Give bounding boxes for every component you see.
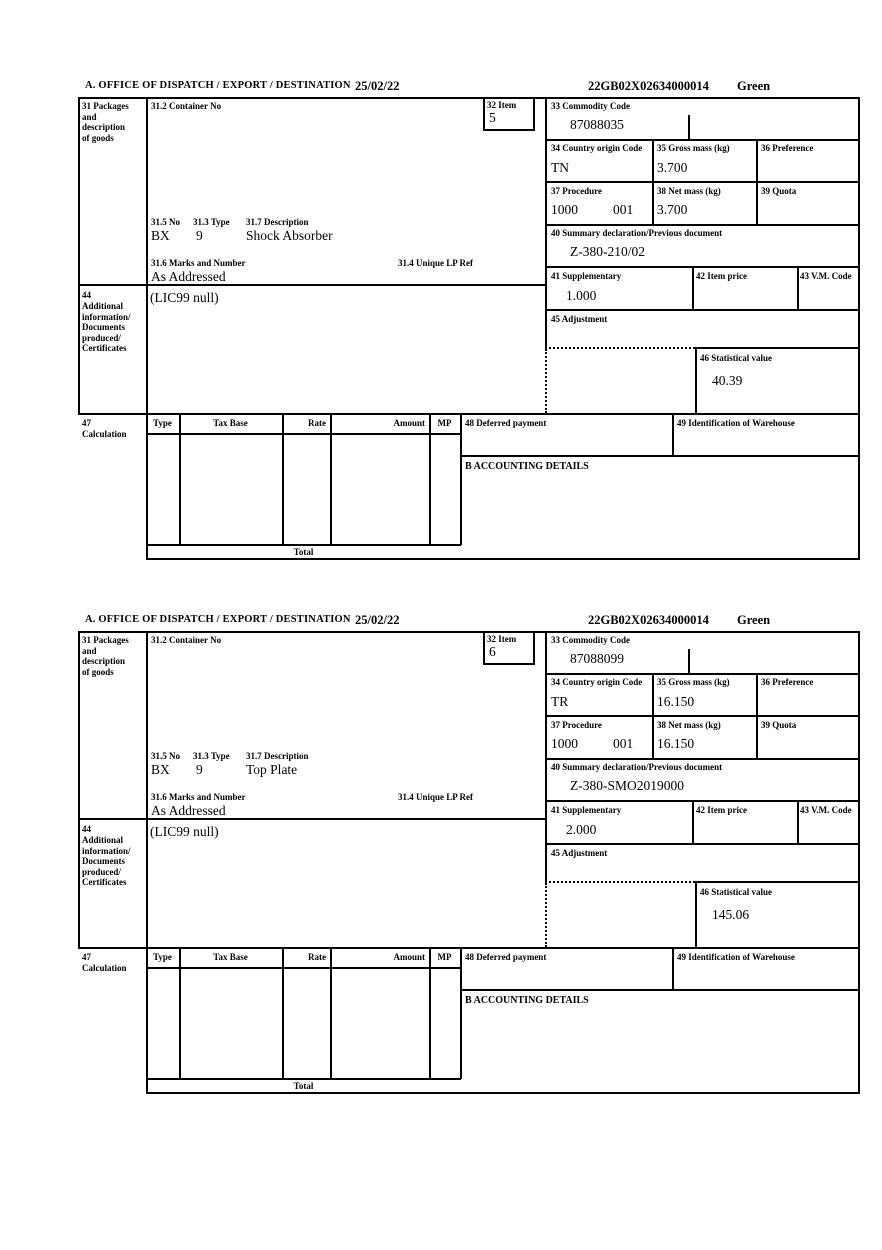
grid-line [282,413,284,545]
country-origin-value: TN [551,160,569,175]
grid-line [533,97,535,130]
unique-lp-ref-label: 31.4 Unique LP Ref [398,258,474,268]
additional-info-number: 44 [82,290,91,300]
summary-declaration-value: Z-380-210/02 [570,244,645,259]
supplementary-value: 2.000 [566,822,597,837]
grid-line [672,947,674,990]
grid-line [429,413,431,545]
package-type-value: 9 [196,228,203,243]
procedure-label: 37 Procedure [551,720,602,730]
procedure-supplement-value: 001 [613,202,634,217]
quota-label: 39 Quota [761,720,797,730]
grid-line [483,97,485,130]
grid-line [146,558,860,560]
tax-rate-header: Rate [308,418,326,428]
statistical-value-label: 46 Statistical value [700,887,772,897]
grid-line [146,967,461,969]
grid-line [146,433,461,435]
vm-code-label: 43 V.M. Code [800,271,852,281]
description-value: Shock Absorber [246,228,333,243]
deferred-payment-label: 48 Deferred payment [465,952,547,962]
country-origin-value: TR [551,694,569,709]
grid-line [483,663,535,665]
tax-base-header: Tax Base [213,952,248,962]
grid-line [545,181,858,183]
routing-status: Green [737,79,771,93]
grid-line [78,97,80,415]
calculation-label: 47 Calculation [82,418,127,439]
grid-line [460,989,858,991]
accounting-details-label: B ACCOUNTING DETAILS [465,461,589,472]
package-type-label: 31.3 Type [193,751,230,761]
additional-info-label: Additional information/ Documents produced/ Certificates [82,301,131,354]
tax-amount-header: Amount [393,952,425,962]
tax-total-label: Total [293,1081,314,1091]
grid-line [545,224,858,226]
grid-line [545,631,547,883]
grid-line [652,139,654,225]
grid-line [858,97,860,560]
procedure-supplement-value: 001 [613,736,634,751]
grid-line [179,947,181,1079]
warehouse-id-label: 49 Identification of Warehouse [677,418,795,428]
dotted-grid-line [545,881,695,883]
grid-line [695,881,697,948]
grid-line [460,947,462,1079]
deferred-payment-label: 48 Deferred payment [465,418,547,428]
package-type-value: 9 [196,762,203,777]
supplementary-value: 1.000 [566,288,597,303]
item-price-label: 42 Item price [696,271,747,281]
commodity-code-label: 33 Commodity Code [551,635,630,645]
grid-line [146,97,148,560]
warehouse-id-label: 49 Identification of Warehouse [677,952,795,962]
adjustment-label: 45 Adjustment [551,848,608,858]
tax-base-header: Tax Base [213,418,248,428]
tax-total-label: Total [293,547,314,557]
net-mass-value: 16.150 [657,736,695,751]
declaration-reference: 22GB02X02634000014 [588,79,709,93]
packages-description-label: 31 Packages and description of goods [82,101,129,143]
procedure-value: 1000 [551,736,578,751]
tax-type-header: Type [153,418,172,428]
commodity-code-value: 87088035 [570,117,624,132]
grid-line [695,347,858,349]
supplementary-label: 41 Supplementary [551,805,622,815]
declaration-reference: 22GB02X02634000014 [588,613,709,627]
statistical-value: 145.06 [712,907,750,922]
grid-line [78,97,860,99]
grid-line [78,284,547,286]
routing-status: Green [737,613,771,627]
net-mass-value: 3.700 [657,202,688,217]
grid-line [545,139,858,141]
commodity-code-value: 87088099 [570,651,624,666]
grid-line [692,800,694,844]
customs-item-section [0,78,882,578]
marks-number-label: 31.6 Marks and Number [151,258,246,268]
dispatch-date: 25/02/22 [355,79,400,93]
gross-mass-label: 35 Gross mass (kg) [657,143,730,153]
grid-line [545,266,858,268]
dotted-grid-line [545,349,547,413]
summary-declaration-label: 40 Summary declaration/Previous document [551,762,723,772]
calculation-label: 47 Calculation [82,952,127,973]
package-no-label: 31.5 No [151,751,180,761]
item-label: 32 Item [487,634,517,644]
grid-line [695,347,697,414]
grid-line [146,1078,461,1080]
grid-line [78,818,547,820]
tax-type-header: Type [153,952,172,962]
grid-line [460,413,462,545]
grid-line [756,139,758,225]
summary-declaration-label: 40 Summary declaration/Previous document [551,228,723,238]
grid-line [692,266,694,310]
packages-description-label: 31 Packages and description of goods [82,635,129,677]
grid-line [146,544,461,546]
unique-lp-ref-label: 31.4 Unique LP Ref [398,792,474,802]
container-no-label: 31.2 Container No [151,635,222,645]
statistical-value-label: 46 Statistical value [700,353,772,363]
supplementary-label: 41 Supplementary [551,271,622,281]
description-label: 31.7 Description [246,751,309,761]
grid-line [797,800,799,844]
grid-line [545,843,858,845]
commodity-code-label: 33 Commodity Code [551,101,630,111]
grid-line [695,881,858,883]
marks-number-value: As Addressed [151,803,226,818]
vm-code-label: 43 V.M. Code [800,805,852,815]
summary-declaration-value: Z-380-SMO2019000 [570,778,684,793]
grid-line [483,631,485,664]
preference-label: 36 Preference [761,677,814,687]
item-number-value: 5 [489,110,496,125]
net-mass-label: 38 Net mass (kg) [657,186,721,196]
grid-line [78,631,80,949]
office-of-dispatch-label: A. OFFICE OF DISPATCH / EXPORT / DESTINATION [85,614,351,625]
grid-line [78,631,860,633]
gross-mass-label: 35 Gross mass (kg) [657,677,730,687]
grid-line [797,266,799,310]
additional-info-value: (LIC99 null) [150,290,219,305]
quota-label: 39 Quota [761,186,797,196]
commodity-code-divider [688,115,690,140]
item-label: 32 Item [487,100,517,110]
tax-mp-header: MP [437,418,452,428]
additional-info-number: 44 [82,824,91,834]
additional-info-label: Additional information/ Documents produced/ Certificates [82,835,131,888]
grid-line [858,631,860,1094]
additional-info-value: (LIC99 null) [150,824,219,839]
statistical-value: 40.39 [712,373,743,388]
marks-number-value: As Addressed [151,269,226,284]
office-of-dispatch-label: A. OFFICE OF DISPATCH / EXPORT / DESTINATION [85,80,351,91]
adjustment-label: 45 Adjustment [551,314,608,324]
grid-line [483,129,535,131]
grid-line [429,947,431,1079]
tax-amount-header: Amount [393,418,425,428]
accounting-details-label: B ACCOUNTING DETAILS [465,995,589,1006]
grid-line [652,673,654,759]
procedure-label: 37 Procedure [551,186,602,196]
dotted-grid-line [545,883,547,947]
gross-mass-value: 16.150 [657,694,695,709]
grid-line [545,97,547,349]
grid-line [282,947,284,1079]
package-no-value: BX [151,228,170,243]
grid-line [146,631,148,1094]
grid-line [146,1092,860,1094]
country-origin-label: 34 Country origin Code [551,143,643,153]
grid-line [545,309,858,311]
procedure-value: 1000 [551,202,578,217]
tax-mp-header: MP [437,952,452,962]
grid-line [179,413,181,545]
grid-line [545,673,858,675]
grid-line [756,673,758,759]
country-origin-label: 34 Country origin Code [551,677,643,687]
grid-line [330,947,332,1079]
grid-line [78,413,860,415]
package-no-label: 31.5 No [151,217,180,227]
package-no-value: BX [151,762,170,777]
container-no-label: 31.2 Container No [151,101,222,111]
tax-rate-header: Rate [308,952,326,962]
commodity-code-divider [688,649,690,674]
grid-line [330,413,332,545]
customs-item-section [0,612,882,1112]
grid-line [460,455,858,457]
gross-mass-value: 3.700 [657,160,688,175]
package-type-label: 31.3 Type [193,217,230,227]
grid-line [533,631,535,664]
grid-line [545,758,858,760]
marks-number-label: 31.6 Marks and Number [151,792,246,802]
net-mass-label: 38 Net mass (kg) [657,720,721,730]
grid-line [545,715,858,717]
grid-line [78,947,860,949]
dotted-grid-line [545,347,695,349]
dispatch-date: 25/02/22 [355,613,400,627]
item-number-value: 6 [489,644,496,659]
grid-line [672,413,674,456]
preference-label: 36 Preference [761,143,814,153]
description-value: Top Plate [246,762,298,777]
grid-line [545,800,858,802]
description-label: 31.7 Description [246,217,309,227]
item-price-label: 42 Item price [696,805,747,815]
